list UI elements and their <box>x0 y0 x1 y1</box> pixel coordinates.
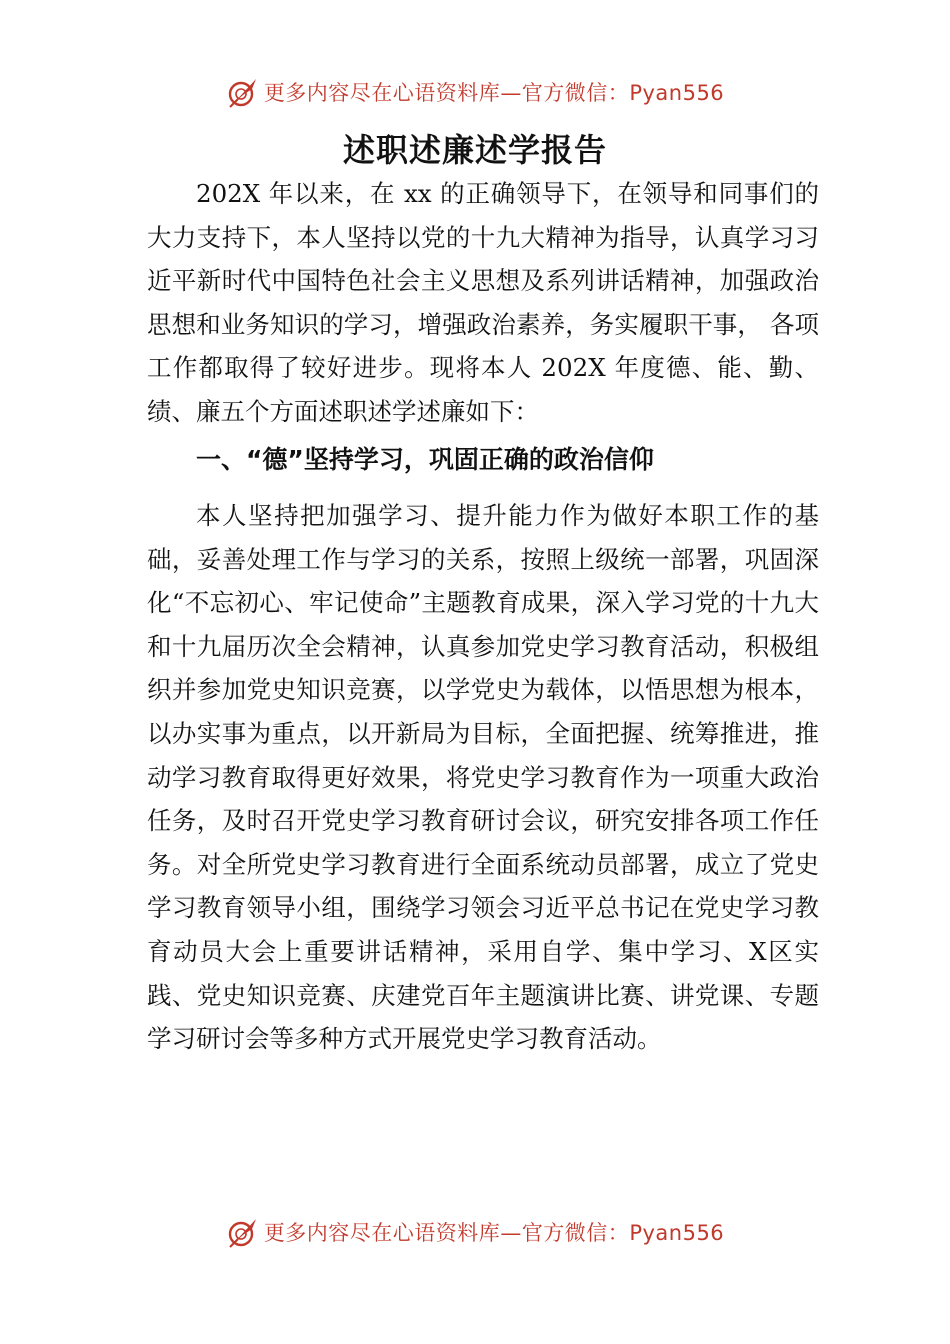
quill-logo-icon <box>226 75 260 109</box>
document-title: 述职述廉述学报告 <box>342 131 607 169</box>
section-heading-de: 一、“德”坚持学习，巩固正确的政治信仰 <box>196 445 654 474</box>
watermark-dash: — <box>500 1221 522 1245</box>
watermark-text <box>264 1217 724 1247</box>
intro-paragraph: 202X 年以来，在 xx 的正确领导下，在领导和同事们的大力支持下，本人坚持以党的十九大精神为指导，认真学习习近平新时代中国特色社会主义思想及系列讲话精神，加强政治思想和业务知识的学习，增强政治素养，务实履职干事， 各项工作都取得了较好进步。现将本人 202X 年度德、能、勤、绩、廉五个方面述职述学述廉如下： <box>147 179 819 426</box>
watermark-text <box>264 77 724 107</box>
watermark-id: Pyan556 <box>629 1221 725 1245</box>
watermark-brand: 更多内容尽在心语资料库 <box>263 81 501 105</box>
watermark-brand: 更多内容尽在心语资料库 <box>263 1221 501 1245</box>
watermark-banner-bottom <box>0 1212 950 1252</box>
watermark-banner-top <box>0 72 950 112</box>
watermark-dash: — <box>500 81 522 105</box>
section-de-paragraph: 本人坚持把加强学习、提升能力作为做好本职工作的基础，妥善处理工作与学习的关系，按照上级统一部署，巩固深化“不忘初心、牢记使命”主题教育成果，深入学习党的十九大和十九届历次全会精神，认真参加党史学习教育活动，积极组织并参加党史知识竞赛，以学党史为载体，以悟思想为根本，以办实事为重点，以开新局为目标，全面把握、统筹推进，推动学习教育取得更好效果，将党史学习教育作为一项重大政治任务，及时召开党史学习教育研讨会议，研究安排各项工作任务。对全所党史学习教育进行全面系统动员部署，成立了党史学习教育领导小组，围绕学习领会习近平总书记在党史学习教育动员大会上重要讲话精神，采用自学、集中学习、X区实践、党史知识竞赛、庆建党百年主题演讲比赛、讲党课、专题学习研讨会等多种方式开展党史学习教育活动。 <box>147 501 819 1054</box>
watermark-label: 官方微信： <box>521 1221 630 1245</box>
quill-logo-icon <box>226 1215 260 1249</box>
watermark-id: Pyan556 <box>629 81 725 105</box>
watermark-label: 官方微信： <box>521 81 630 105</box>
